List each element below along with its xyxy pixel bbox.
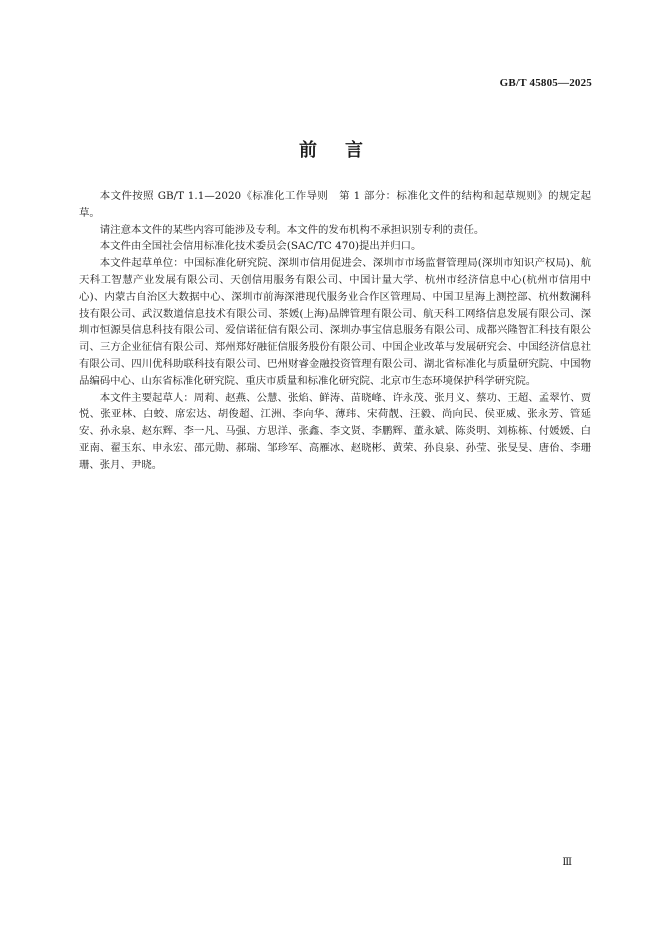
- page-title: 前言: [299, 140, 391, 161]
- paragraph-patent-notice: 请注意本文件的某些内容可能涉及专利。本文件的发布机构不承担识别专利的责任。: [99, 223, 485, 236]
- body-text: [79, 188, 591, 474]
- paragraph-proposer: 本文件由全国社会信用标准化技术委员会(SAC/TC 470)提出并归口。: [99, 240, 422, 253]
- paragraph-drafting-rules: 本文件按照 GB/T 1.1—2020《标准化工作导则 第 1 部分：标准化文件的结构和起草规则》的规定起草。: [79, 190, 591, 219]
- document-code: GB/T 45805—2025: [499, 77, 592, 89]
- page-number: Ⅲ: [562, 857, 572, 868]
- paragraph-main-drafters: 本文件主要起草人：周莉、赵燕、公慧、张焰、鲜涛、苗晓峰、许永茂、张月义、蔡功、王超、孟翠竹、贾悦、张亚林、白蛟、席宏达、胡俊超、江洲、李向华、薄玮、宋荷靓、汪毅、尚向民、侯亚威、张永芳、管延安、孙永泉、赵东辉、李一凡、马强、方思洋、张鑫、李文贤、李鹏辉、董永斌、陈炎明、刘栋栋、付媛媛、白亚南、翟玉东、申永宏、邵元勋、郝瑞、邹珍军、高雁冰、赵晓彬、黄荣、孙良泉、孙莹、张旻旻、唐佁、李珊珊、张月、尹晓。: [79, 391, 591, 471]
- paragraph-drafting-units: 本文件起草单位：中国标准化研究院、深圳市信用促进会、深圳市市场监督管理局(深圳市知识产权局)、航天科工智慧产业发展有限公司、天创信用服务有限公司、中国计量大学、杭州市经济信息中心(杭州市信用中心)、内蒙古自治区大数据中心、深圳市前海深港现代服务业合作区管理局、中国卫星海上测控部、杭州数澜科技有限公司、武汉数道信息技术有限公司、茶媛(上海)品牌管理有限公司、航天科工网络信息发展有限公司、深圳市恒源昊信息科技有限公司、爱信诺征信有限公司、深圳办事宝信息服务有限公司、成都兴隆智汇科技有限公司、三方企业征信有限公司、郑州郑好融征信服务股份有限公司、中国企业改革与发展研究会、中国经济信息社有限公司、四川优科助联科技有限公司、巴州财睿金融投资管理有限公司、湖北省标准化与质量研究院、中国物品编码中心、山东省标准化研究院、重庆市质量和标准化研究院、北京市生态环境保护科学研究院。: [79, 257, 591, 387]
